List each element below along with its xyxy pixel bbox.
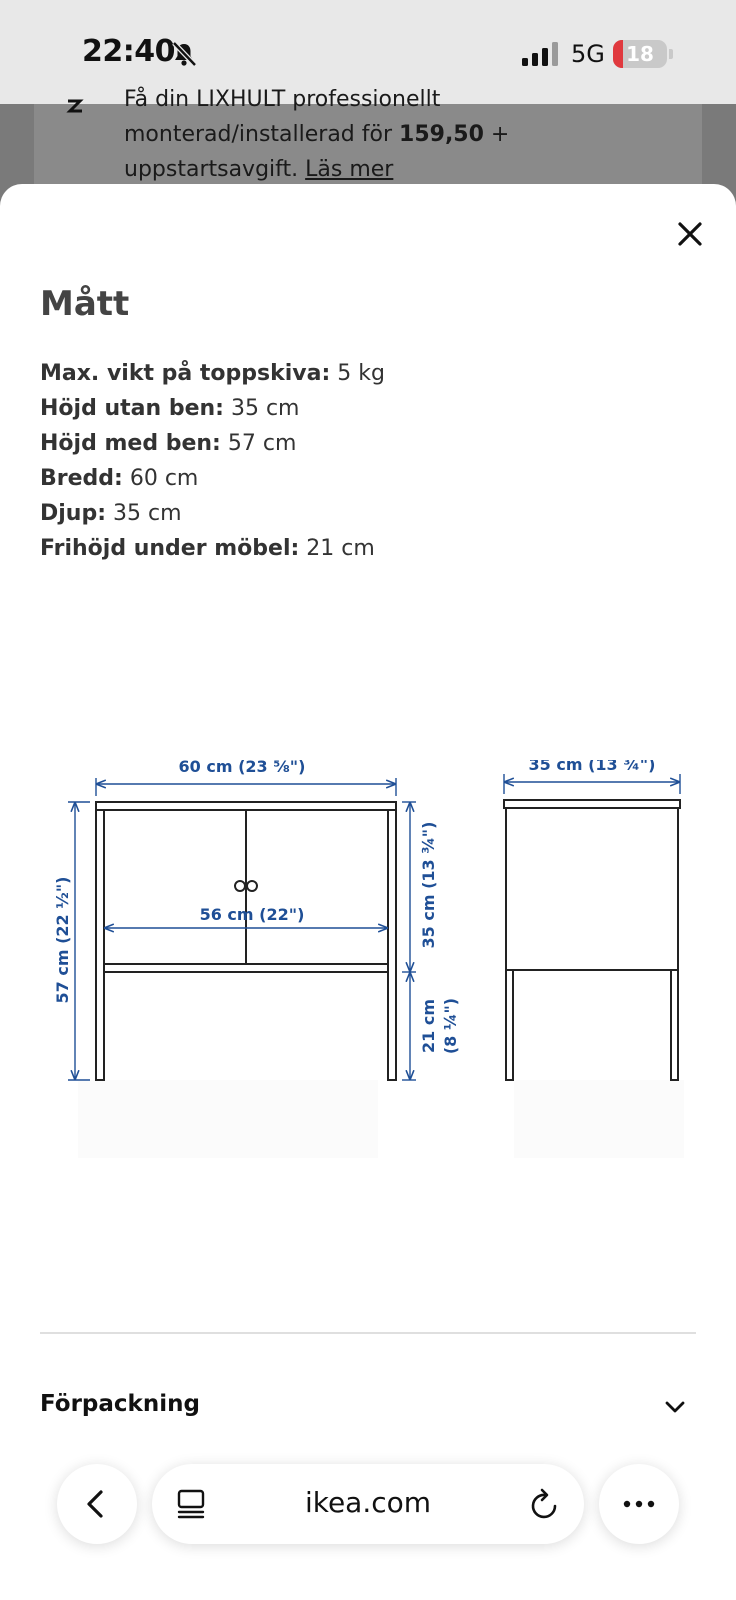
- cabinet-drawing: [44, 760, 696, 1160]
- side-body: [506, 808, 678, 970]
- url-text[interactable]: ikea.com: [304, 1486, 432, 1519]
- floor-shadow: [78, 1080, 378, 1158]
- front-view: [96, 802, 396, 1080]
- battery-level: 18: [626, 42, 654, 66]
- reload-icon[interactable]: [528, 1486, 562, 1522]
- side-view: [504, 800, 680, 1080]
- spec-row: Max. vikt på toppskiva: 5 kg: [40, 361, 385, 386]
- spec-row: Höjd med ben: 57 cm: [40, 431, 297, 456]
- close-icon: [670, 214, 710, 254]
- assembly-price: 159,50: [399, 122, 484, 147]
- battery-tip: [669, 49, 673, 59]
- spec-row: Frihöjd under möbel: 21 cm: [40, 536, 375, 561]
- section-divider: [40, 1332, 696, 1334]
- floor-shadow: [514, 1080, 684, 1158]
- side-left-leg: [506, 970, 513, 1080]
- front-top: [96, 802, 396, 810]
- dimension-diagram: [44, 760, 696, 1160]
- more-button[interactable]: [599, 1464, 679, 1544]
- chevron-down-icon[interactable]: [662, 1394, 688, 1424]
- assembly-line-3: uppstartsavgift. Läs mer: [124, 157, 394, 182]
- status-time: 22:40: [82, 34, 175, 69]
- network-type: 5G: [571, 40, 605, 68]
- packaging-section-toggle[interactable]: Förpackning: [40, 1391, 200, 1417]
- side-right-leg: [671, 970, 678, 1080]
- leg-height-label-1: 21 cm: [419, 999, 438, 1053]
- chevron-left-icon: [77, 1484, 117, 1524]
- door-knob-left: [235, 881, 245, 891]
- assembly-service-text: [124, 82, 584, 187]
- spec-row: Bredd: 60 cm: [40, 466, 199, 491]
- inner-width-label: 56 cm (22"): [199, 905, 305, 924]
- close-button[interactable]: [670, 214, 710, 254]
- address-bar[interactable]: [152, 1464, 584, 1544]
- signal-icon: [522, 42, 560, 70]
- assembly-icon: [64, 94, 86, 124]
- height-label: 57 cm (22 ½"): [53, 876, 72, 1004]
- leg-height-label-2: (8 ¼"): [441, 997, 460, 1055]
- bell-slash-icon: [170, 40, 198, 72]
- dimension-specs: [40, 356, 700, 566]
- side-top: [504, 800, 680, 808]
- assembly-line-1: Få din LIXHULT professionellt: [124, 87, 441, 112]
- battery-icon: [613, 40, 667, 68]
- read-more-link[interactable]: Läs mer: [305, 157, 394, 182]
- assembly-line-2: monterad/installerad för 159,50 +: [124, 122, 510, 147]
- sheet-title: Mått: [40, 284, 130, 324]
- front-right-post: [388, 810, 396, 1080]
- depth-label: 35 cm (13 ¾"): [528, 760, 656, 774]
- spec-row: Höjd utan ben: 35 cm: [40, 396, 300, 421]
- width-label: 60 cm (23 ⅝"): [178, 760, 306, 776]
- spec-row: Djup: 35 cm: [40, 501, 182, 526]
- browser-back-button[interactable]: [57, 1464, 137, 1544]
- body-height-label: 35 cm (13 ¾"): [419, 821, 438, 949]
- front-left-post: [96, 810, 104, 1080]
- more-icon: [619, 1484, 659, 1524]
- door-knob-right: [247, 881, 257, 891]
